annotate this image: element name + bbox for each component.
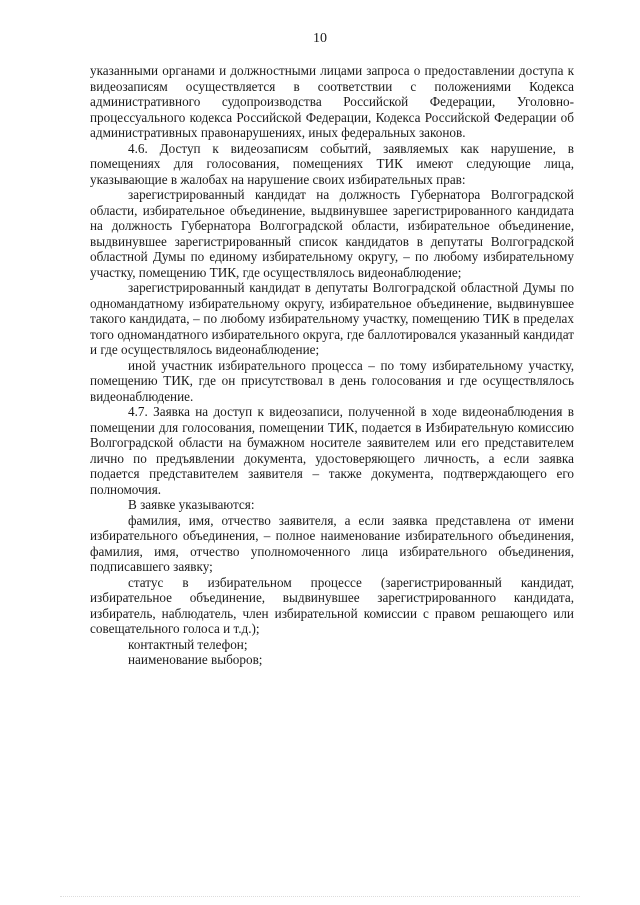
paragraph-applicant-name: фамилия, имя, отчество заявителя, а если заявка представлена от имени избирательного объединения, – полное наименование избирательного объединения, фамилия, имя, отчество уполномоченного лица избирательного объединения, подписавшего заявку; xyxy=(90,512,574,574)
page-number: 10 xyxy=(313,31,327,46)
paragraph-request-contents: В заявке указываются: xyxy=(128,497,255,512)
paragraph-status: статус в избирательном процессе (зарегистрированный кандидат, избирательное объединение, выдвинувшее зарегистрированного кандидата, избиратель, наблюдатель, член избирательной комиссии с правом решающего или совещательного голоса и т.д.); xyxy=(90,574,574,636)
document-body xyxy=(90,63,574,668)
scan-artifact xyxy=(60,896,580,898)
paragraph-governor-candidate: зарегистрированный кандидат на должность Губернатора Волгоградской области, избирательное объединение, выдвинувшее зарегистрированного кандидата на должность Губернатора Волгоградской области, избирательное объединение, выдвинувшее зарегистрированный список кандидатов в депутаты Волгоградской областной Думы по единому избирательному округу, – по любому избирательному участку, помещению ТИК, где осуществлялось видеонаблюдение; xyxy=(90,187,574,280)
paragraph-phone: контактный телефон; xyxy=(128,636,248,652)
paragraph-duma-candidate: зарегистрированный кандидат в депутаты Волгоградской областной Думы по одномандатному избирательному округу, избирательное объединение, выдвинувшее такого кандидата, – по любому избирательному участку, помещению ТИК в пределах того одномандатного избирательного округа, где баллотировался указанный кандидат и где осуществлялось видеонаблюдение; xyxy=(90,280,574,357)
paragraph-other-participant: иной участник избирательного процесса – по тому избирательному участку, помещению ТИК, где он присутствовал в день голосования и где осуществлялось видеонаблюдение. xyxy=(90,357,574,404)
paragraph-election-name: наименование выборов; xyxy=(128,652,263,667)
paragraph-4-6: 4.6. Доступ к видеозаписям событий, заявляемых как нарушение, в помещениях для голосования, помещениях ТИК имеют следующие лица, указывающие в жалобах на нарушение своих избирательных прав: xyxy=(90,140,574,187)
paragraph-4-7: 4.7. Заявка на доступ к видеозаписи, полученной в ходе видеонаблюдения в помещении для голосования, помещении ТИК, подается в Избирательную комиссию Волгоградской области на бумажном носителе заявителем или его представителем лично по предъявлении документа, удостоверяющего личность, а если заявка подается представителем заявителя – также документа, подтверждающего его полномочия. xyxy=(90,404,574,497)
paragraph-continuation: указанными органами и должностными лицами запроса о предоставлении доступа к видеозаписям осуществляется в соответствии с положениями Кодекса административного судопроизводства Российской Федерации, Уголовно-процессуального кодекса Российской Федерации, Кодекса Российской Федерации об административных правонарушениях, иных федеральных законов. xyxy=(90,63,574,140)
